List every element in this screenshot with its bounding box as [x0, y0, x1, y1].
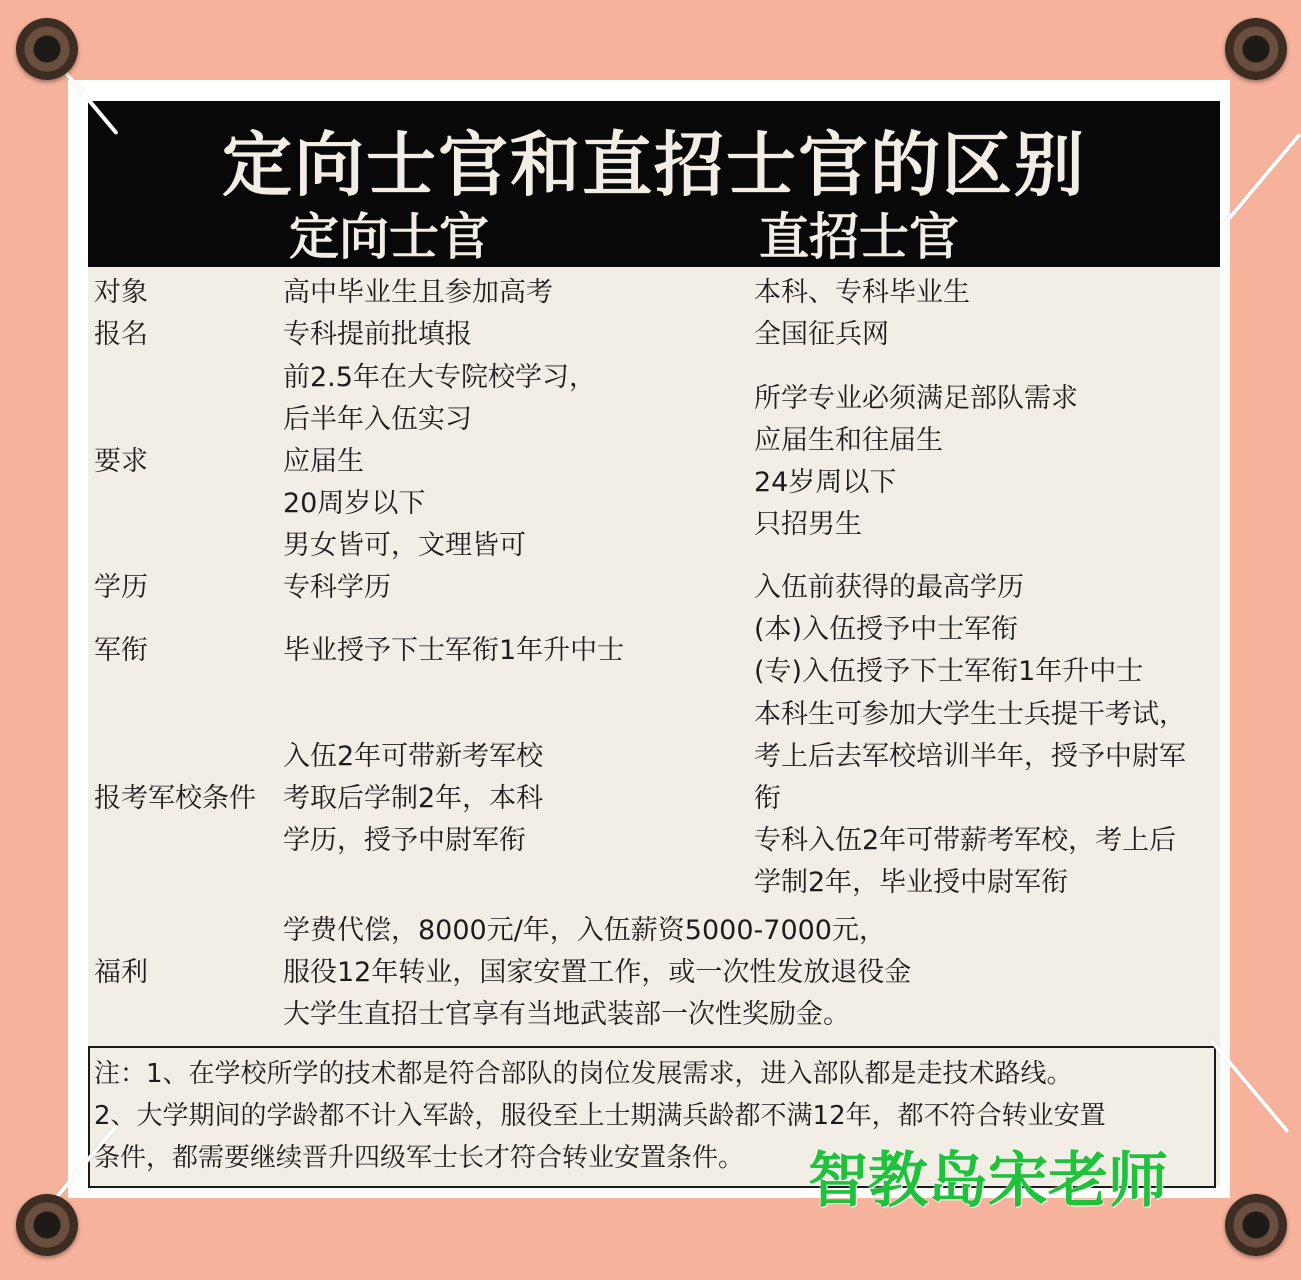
- cell-direct-recruit: (本)入伍授予中士军衔: [754, 614, 1019, 645]
- row-label: 报考军校条件: [94, 783, 256, 814]
- row-label: 报名: [94, 319, 148, 350]
- cell-direct-recruit: 学制2年，毕业授中尉军衔: [754, 867, 1069, 898]
- cell-directed: 20周岁以下: [283, 488, 426, 519]
- row-label: 福利: [94, 957, 148, 988]
- cell-directed: 专科提前批填报: [283, 319, 472, 350]
- grommet-bottom-left: [16, 1194, 78, 1256]
- cell-direct-recruit: 考上后去军校培训半年，授予中尉军: [754, 741, 1186, 772]
- note-line: 2、大学期间的学龄都不计入军龄，服役至上士期满兵龄都不满12年，都不符合转业安置: [94, 1101, 1106, 1131]
- row-label: 要求: [94, 446, 148, 477]
- cell-benefits: 服役12年转业，国家安置工作，或一次性发放退役金: [283, 957, 912, 988]
- cell-directed: 考取后学制2年，本科: [283, 783, 544, 814]
- cell-direct-recruit: 只招男生: [754, 509, 862, 540]
- cell-direct-recruit: 全国征兵网: [754, 319, 889, 350]
- hanging-string: [1221, 133, 1301, 227]
- cell-direct-recruit: 入伍前获得的最高学历: [754, 572, 1024, 603]
- cell-directed: 学历，授予中尉军衔: [283, 825, 526, 856]
- column-header-direct-recruit: 直招士官: [759, 208, 959, 266]
- cell-direct-recruit: 应届生和往届生: [754, 425, 943, 456]
- cell-direct-recruit: 所学专业必须满足部队需求: [754, 383, 1078, 414]
- note-line: 条件，都需要继续晋升四级军士长才符合转业安置条件。: [94, 1143, 745, 1173]
- grommet-top-left: [16, 18, 78, 80]
- cell-direct-recruit: 专科入伍2年可带薪考军校，考上后: [754, 825, 1177, 856]
- cell-directed: 入伍2年可带新考军校: [283, 741, 544, 772]
- cell-directed: 高中毕业生且参加高考: [283, 277, 553, 308]
- note-line: 注：1、在学校所学的技术都是符合部队的岗位发展需求，进入部队都是走技术路线。: [94, 1059, 1073, 1089]
- row-label: 对象: [94, 277, 148, 308]
- cell-directed: 男女皆可，文理皆可: [283, 530, 526, 561]
- cell-directed: 前2.5年在大专院校学习，: [283, 362, 596, 393]
- cell-direct-recruit: 24岁周以下: [754, 467, 897, 498]
- cell-direct-recruit: 本科、专科毕业生: [754, 277, 970, 308]
- header-band: [88, 101, 1220, 267]
- page-title: 定向士官和直招士官的区别: [222, 124, 1086, 206]
- cell-benefits: 大学生直招士官享有当地武装部一次性奖励金。: [283, 999, 850, 1030]
- cell-direct-recruit: 衔: [754, 783, 781, 814]
- cell-benefits: 学费代偿，8000元/年，入伍薪资5000-7000元，: [283, 915, 886, 946]
- cell-directed: 后半年入伍实习: [283, 404, 472, 435]
- cell-direct-recruit: (专)入伍授予下士军衔1年升中士: [754, 656, 1144, 687]
- cell-directed: 专科学历: [283, 572, 391, 603]
- row-label: 军衔: [94, 635, 148, 666]
- grommet-top-right: [1225, 18, 1287, 80]
- cell-direct-recruit: 本科生可参加大学生士兵提干考试，: [754, 699, 1186, 730]
- grommet-bottom-right: [1225, 1194, 1287, 1256]
- cell-directed: 应届生: [283, 446, 364, 477]
- signature-watermark: 智教岛宋老师: [808, 1146, 1168, 1216]
- row-label: 学历: [94, 572, 148, 603]
- column-header-directed: 定向士官: [289, 208, 489, 266]
- cell-directed: 毕业授予下士军衔1年升中士: [283, 635, 625, 666]
